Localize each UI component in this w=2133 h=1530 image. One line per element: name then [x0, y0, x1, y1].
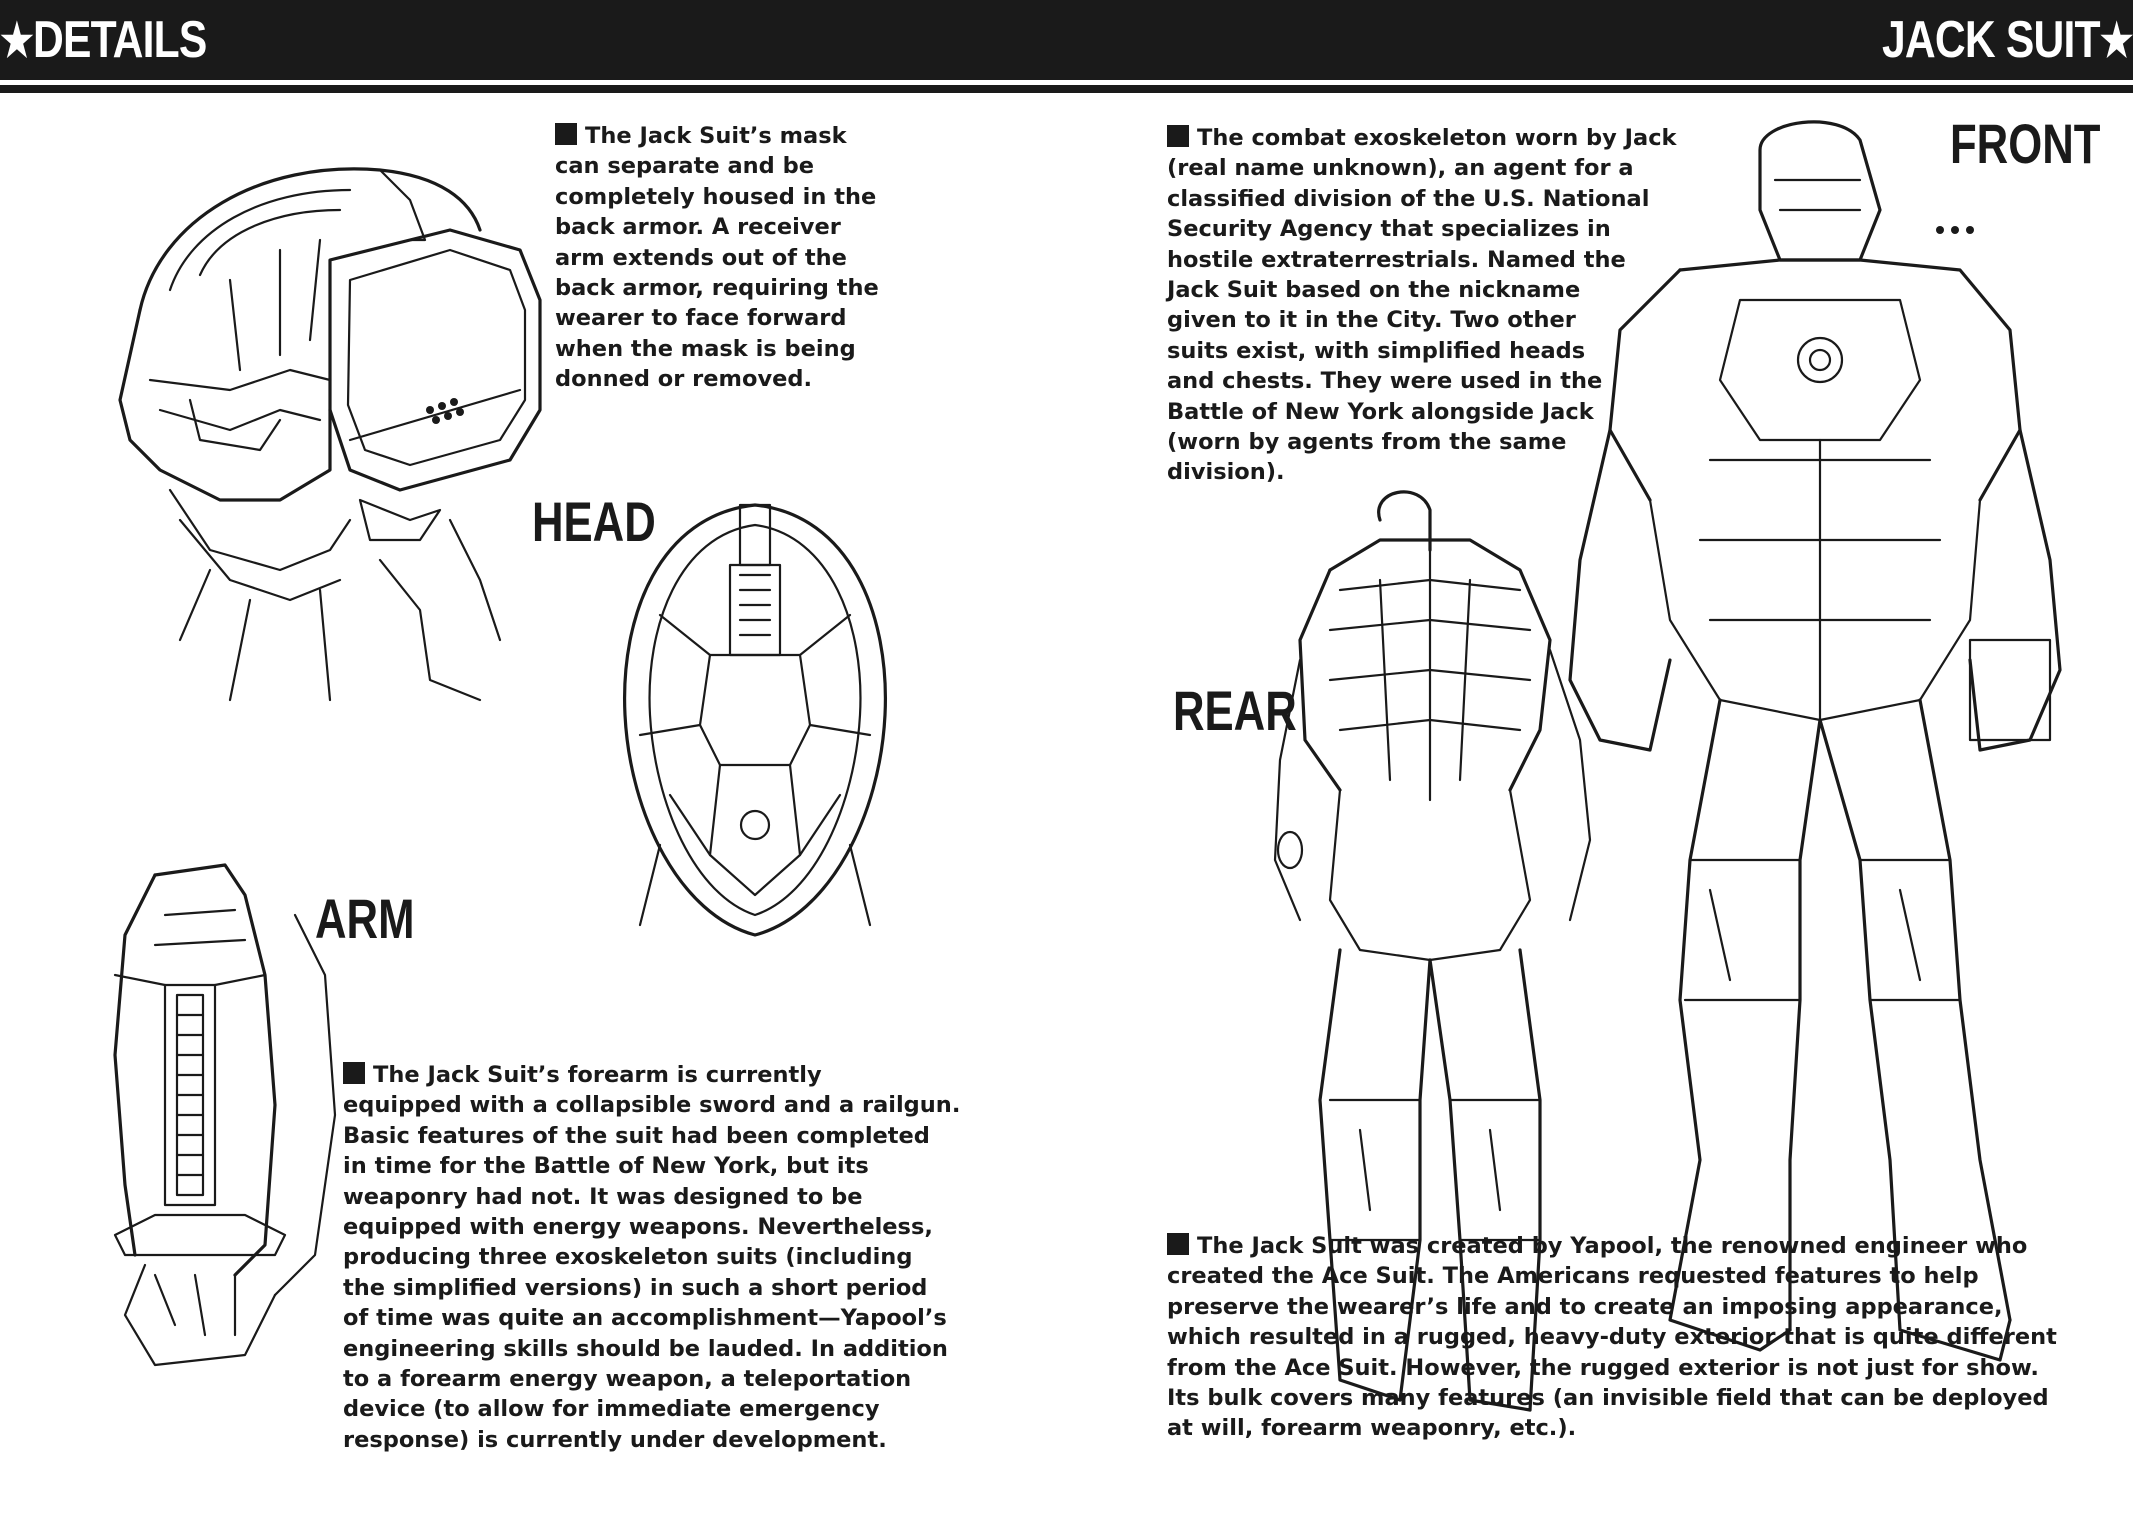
bullet-square-icon [555, 123, 577, 145]
header-rule [0, 85, 2133, 93]
star-icon: ★ [0, 14, 34, 66]
mask-description: The Jack Suit’s mask can separate and be completely housed in the back armor. A receiver arm extends out of the back armor, requiring the wearer to face forward when the mask is being donned or removed. [555, 123, 879, 393]
arm-label: ARM [315, 887, 415, 950]
details-title: DETAILS [33, 11, 207, 69]
bullet-square-icon [343, 1062, 365, 1084]
header-right-title [1882, 12, 2133, 68]
forearm-description: The Jack Suit’s forearm is currently equipped with a collapsible sword and a railgun. Basic features of the suit had been completed in time for the Battle of New York, but its weaponry had not. It was designed to be equipped with energy weapons. Nevertheless, producing three exoskeleton suits (including the simplified versions) in such a short period of time was quite an accomplishment—Yapool’s engineering skills should be lauded. In addition to a forearm energy weapon, a teleportation device (to allow for immediate emergency response) is currently under development. [343, 1062, 961, 1453]
rear-label: REAR [1173, 679, 1297, 742]
front-label: FRONT [1950, 112, 2101, 175]
helmet-back-illustration [600, 495, 910, 945]
header-left-title [0, 12, 207, 68]
forearm-illustration [95, 855, 345, 1375]
bullet-square-icon [1167, 125, 1189, 147]
star-icon: ★ [2099, 14, 2133, 66]
header-bar [0, 0, 2133, 80]
helmet-side-illustration [80, 140, 560, 720]
bullet-square-icon [1167, 1233, 1189, 1255]
creator-description: The Jack Suit was created by Yapool, the renowned engineer who created the Ace Suit. The Americans requested features to help preserve the wearer’s life and to create an imposing appearance, which resulted in a rugged, heavy-duty exterior that is quite different from the Ace Suit. However, the rugged exterior is not just for show. Its bulk covers many features (an invisible field that can be deployed at will, forearm weaponry, etc.). [1167, 1233, 2057, 1442]
combat-exoskeleton-description: The combat exoskeleton worn by Jack (real name unknown), an agent for a classified division of the U.S. National Security Agency that specializes in hostile extraterrestrials. Named the Jack Suit based on the nickname given to it in the City. Two other suits exist, with simplified heads and chests. They were used in the Battle of New York alongside Jack (worn by agents from the same division). [1167, 125, 1677, 486]
jack-suit-title: JACK SUIT [1882, 11, 2100, 69]
head-label: HEAD [532, 490, 656, 553]
